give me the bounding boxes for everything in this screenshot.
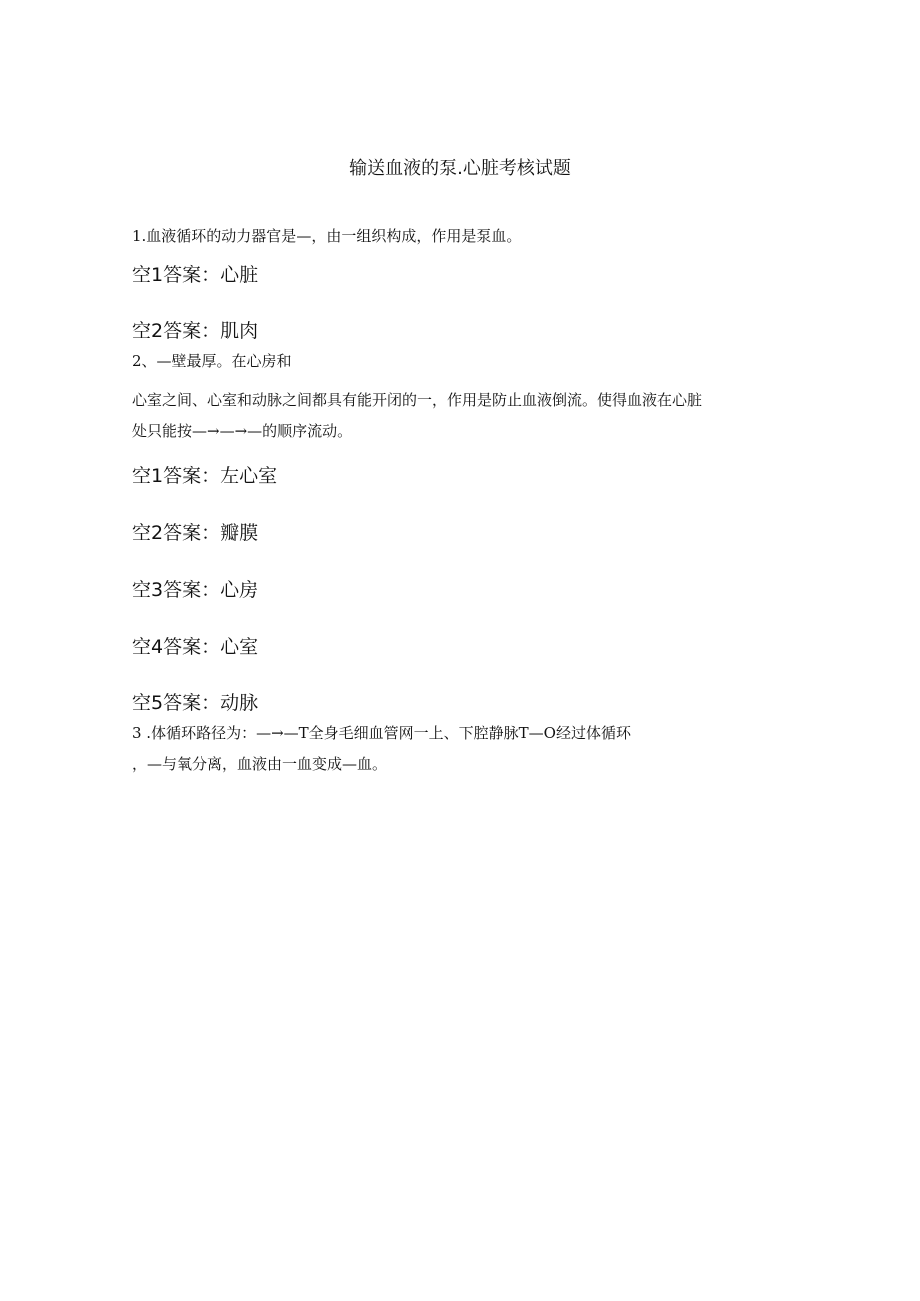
document-title: 输送血液的泵.心脏考核试题 xyxy=(349,158,571,179)
question-3-line-1: 3 .体循环路径为：—→—T全身毛细血管网一上、下腔静脉T—O经过体循环 xyxy=(132,724,631,742)
question-2-line-1: 2、—壁最厚。在心房和 xyxy=(132,352,292,370)
q2-answer-1: 空1答案：左心室 xyxy=(132,465,278,487)
question-2-line-3: 处只能按—→—→—的顺序流动。 xyxy=(132,422,353,440)
q1-answer-1: 空1答案：心脏 xyxy=(132,264,259,286)
question-3-line-2: ，—与氧分离，血液由一血变成—血。 xyxy=(132,755,388,773)
q2-answer-3: 空3答案：心房 xyxy=(132,579,259,601)
question-1-text: 1.血液循环的动力器官是—，由一组织构成，作用是泵血。 xyxy=(132,227,522,245)
q2-answer-4: 空4答案：心室 xyxy=(132,636,259,658)
q1-answer-2: 空2答案：肌肉 xyxy=(132,320,259,342)
q2-answer-5: 空5答案：动脉 xyxy=(132,692,259,714)
q2-answer-2: 空2答案：瓣膜 xyxy=(132,522,259,544)
question-2-line-2: 心室之间、心室和动脉之间都具有能开闭的一，作用是防止血液倒流。使得血液在心脏 xyxy=(132,391,703,409)
